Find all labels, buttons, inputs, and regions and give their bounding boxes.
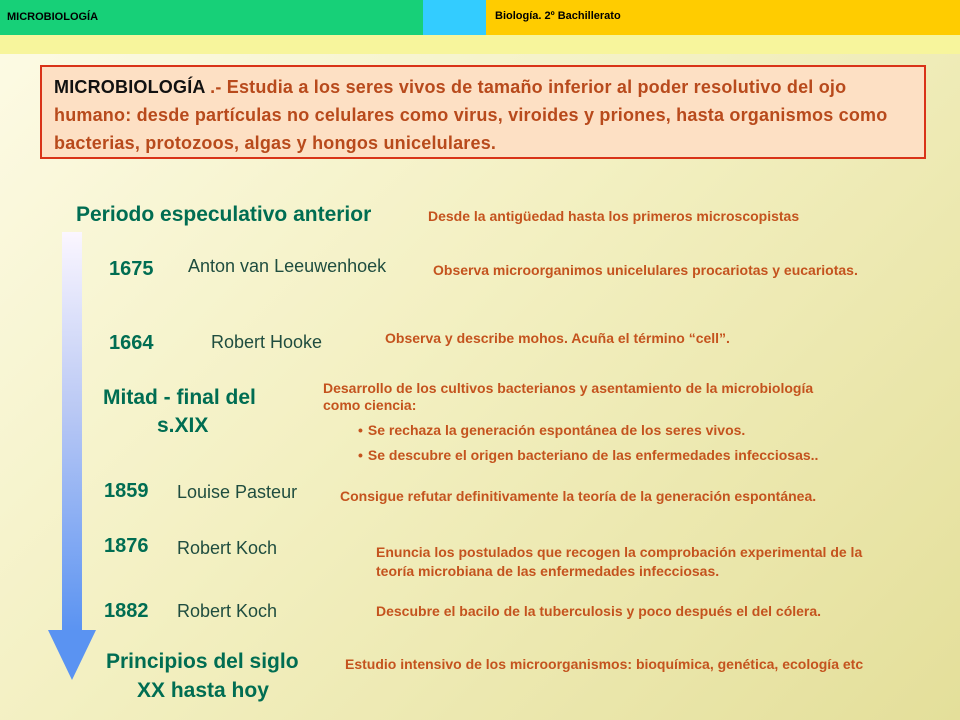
header-course-title: Biología. 2º Bachillerato (495, 10, 621, 22)
header-band-cyan (423, 0, 486, 35)
period-title-xix-line2: s.XIX (157, 414, 209, 437)
event-person: Anton van Leeuwenhoek (188, 256, 387, 276)
event-desc: Descubre el bacilo de la tuberculosis y poco después el del cólera. (376, 603, 822, 619)
period-title-speculative: Periodo especulativo anterior (76, 203, 372, 226)
definition-term: MICROBIOLOGÍA (54, 77, 205, 97)
period-title-xix-line1: Mitad - final del (103, 386, 256, 409)
event-person: Robert Koch (177, 601, 278, 621)
event-desc: Observa microorganimos unicelulares procariotas y eucariotas. (433, 262, 858, 278)
period-title-xx-line2: XX hasta hoy (137, 679, 269, 702)
definition-text: .- Estudia a los seres vivos de tamaño inferior al poder resolutivo del ojo humano: desde partículas no celulares como virus, viroides y priones, hasta organismos como bacterias, protozoos, algas y hongos unicelulares. (54, 77, 888, 153)
event-person: Robert Koch (177, 538, 278, 558)
event-person: Robert Hooke (211, 332, 323, 352)
header-strip (0, 35, 960, 54)
period-desc-xx: Estudio intensivo de los microorganismos: bioquímica, genética, ecología etc (345, 656, 864, 672)
event-desc-line2: teoría microbiana de las enfermedades infecciosas. (376, 563, 720, 579)
event-year: 1859 (104, 480, 149, 502)
period-desc-xix-line2: como ciencia: (323, 397, 417, 413)
period-desc-speculative: Desde la antigüedad hasta los primeros microscopistas (428, 208, 800, 224)
event-desc-line1: Enuncia los postulados que recogen la comprobación experimental de la (376, 544, 863, 560)
period-title-xx-line1: Principios del siglo (106, 650, 299, 673)
event-desc: Observa y describe mohos. Acuña el término “cell”. (385, 330, 730, 346)
event-year: 1675 (109, 258, 154, 280)
list-item: • Se rechaza la generación espontánea de los seres vivos. (358, 422, 818, 439)
list-item: • Se descubre el origen bacteriano de las enfermedades infecciosas.. (358, 447, 818, 464)
event-desc: Consigue refutar definitivamente la teoría de la generación espontánea. (340, 488, 817, 504)
event-year: 1876 (104, 535, 149, 557)
period-desc-xix-line1: Desarrollo de los cultivos bacterianos y asentamiento de la microbiología (323, 380, 814, 396)
header-subject-title: MICROBIOLOGÍA (7, 11, 99, 23)
definition-box (40, 65, 926, 159)
event-person: Louise Pasteur (177, 482, 298, 502)
down-arrow-icon (46, 232, 98, 682)
event-year: 1664 (109, 332, 154, 354)
event-year: 1882 (104, 600, 149, 622)
period-bullets-xix (358, 422, 818, 472)
